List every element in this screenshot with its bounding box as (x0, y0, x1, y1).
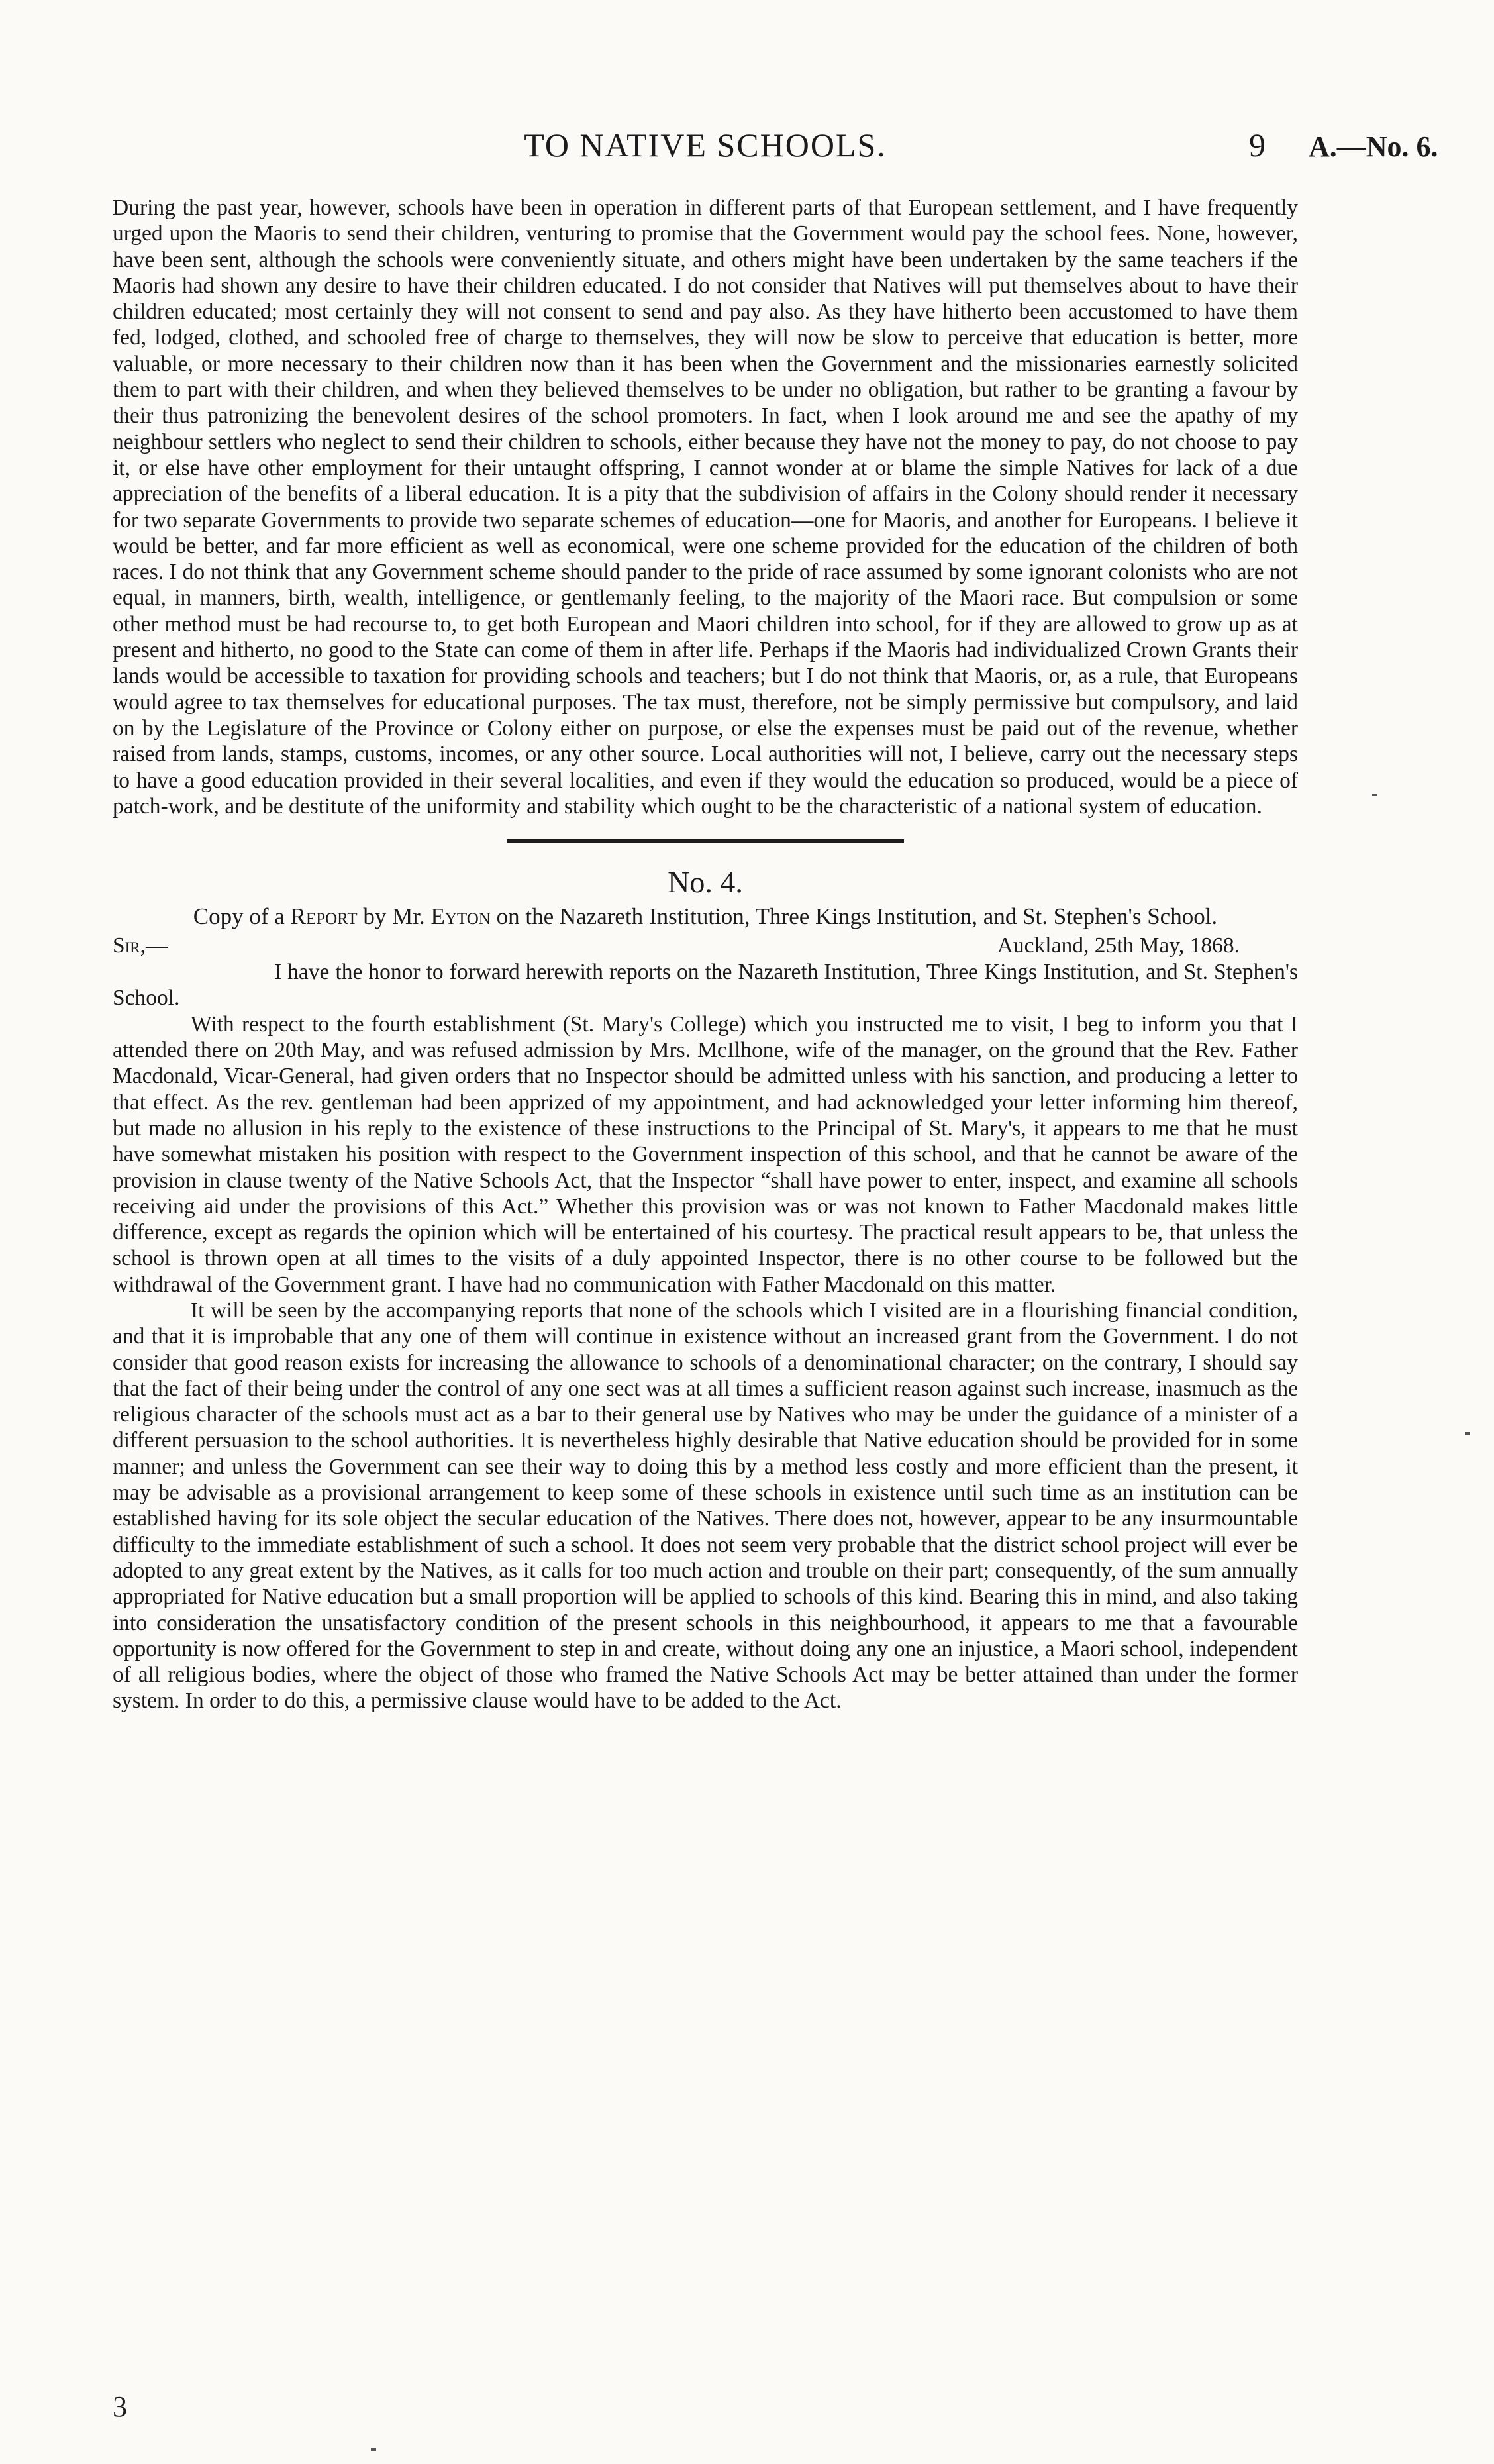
section-number: No. 4. (668, 865, 743, 899)
caption-report: Report (290, 903, 358, 930)
document-reference: A.—No. 6. (1309, 130, 1438, 163)
section-caption (113, 903, 1298, 930)
st-marys-paragraph: With respect to the fourth establishment (St. Mary's College) which you instructed me to visit, I beg to inform you that I attended there on 20th May, and was refused admission by Mrs. McIlhone, wife of the manager, on the ground that the Rev. Father Macdonald, Vicar-General, had given orders that no Inspector should be admitted unless with his sanction, and producing a letter to that effect. As the rev. gentleman had been apprized of my appointment, and had acknowledged your letter informing him thereof, but made no allusion in his reply to the existence of these instructions to the Principal of St. Mary's, it appears to me that he must have somewhat mistaken his position with respect to the Government inspection of this school, and that he cannot be aware of the provision in clause twenty of the Native Schools Act, that the Inspector “shall have power to enter, inspect, and examine all schools receiving aid under the provisions of this Act.” Whether this provision was or was not known to Father Macdonald makes little difference, except as regards the opinion which will be entertained of his courtesy. The practical result appears to be, that unless the school is thrown open at all times to the visits of a duly appointed Inspector, there is no other course to be followed but the withdrawal of the Government grant. I have had no communication with Father Macdonald on this matter. (113, 1011, 1298, 1297)
letter-header (113, 933, 1298, 959)
running-head (113, 126, 1438, 179)
section-divider (507, 839, 904, 843)
caption-by: by Mr. (363, 903, 425, 930)
opening-paragraph: During the past year, however, schools have been in operation in different parts of that European settlement, and I have frequently urged upon the Maoris to send their children, venturing to promise that the Government would pay the school fees. None, however, have been sent, although the schools were conveniently situate, and others might have been undertaken by the same teachers if the Maoris had shown any desire to have their children educated. I do not consider that Natives will put themselves about to have their children educated; most certainly they will not consent to send and pay also. As they have hitherto been accustomed to have them fed, lodged, clothed, and schooled free of charge to themselves, they will now be slow to perceive that education is better, more valuable, or more necessary to their children now than it has been when the Government and the missionaries earnestly solicited them to part with their children, and when they believed themselves to be under no obligation, but rather to be granting a favour by their thus patronizing the benevolent desires of the school promoters. In fact, when I look around me and see the apathy of my neighbour settlers who neglect to send their children to schools, either because they have not the money to pay, do not choose to pay it, or else have other employment for their untaught offspring, I cannot wonder at or blame the simple Natives for lack of a due appreciation of the benefits of a liberal education. It is a pity that the subdivision of affairs in the Colony should render it necessary for two separate Governments to provide two separate schemes of education—one for Maoris, and another for Europeans. I believe it would be better, and far more efficient as well as economical, were one scheme provided for the education of the children of both races. I do not think that any Government scheme should pander to the pride of race assumed by some ignorant colonists who are not equal, in manners, birth, wealth, intelligence, or gentlemanly feeling, to the majority of the Maori race. But compulsion or some other method must be had recourse to, to get both European and Maori children into school, for if they are allowed to grow up as at present and hitherto, no good to the State can come of them in after life. Perhaps if the Maoris had individualized Crown Grants their lands would be accessible to taxation for providing schools and teachers; but I do not think that Maoris, or, as a rule, that Europeans would agree to tax themselves for educational purposes. The tax must, therefore, not be simply permissive but compulsory, and laid on by the Legislature of the Province or Colony either on purpose, or else the expenses must be paid out of the revenue, whether raised from lands, stamps, customs, incomes, or any other source. Local authorities will not, I believe, carry out the necessary steps to have a good education provided in their several localities, and even if they would the education so produced, would be a piece of patch-work, and be destitute of the uniformity and stability which ought to be the characteristic of a national system of education. (113, 195, 1298, 819)
margin-speck (1465, 1432, 1470, 1435)
document-page (113, 126, 1438, 1714)
caption-copy: Copy of a (193, 903, 285, 930)
signature-mark: 3 (113, 2390, 127, 2423)
financial-paragraph: It will be seen by the accompanying reports that none of the schools which I visited are in a flourishing financial condition, and that it is improbable that any one of them will continue in existence without an increased grant from the Government. I do not consider that good reason exists for increasing the allowance to schools of a denominational character; on the contrary, I should say that the fact of their being under the control of any one sect was at all times a sufficient reason against such increase, inasmuch as the religious character of the schools must act as a bar to their general use by Natives who may be under the guidance of a minister of a different persuasion to the school authorities. It is nevertheless highly desirable that Native education should be provided for in some manner; and unless the Government can see their way to doing this by a method less costly and more efficient than the present, it may be advisable as a provisional arrangement to keep some of these schools in existence until such time as an institution can be established having for its sole object the secular education of the Natives. There does not, however, appear to be any insurmountable difficulty to the immediate establishment of such a school. It does not seem very probable that the district school project will ever be adopted to any great extent by the Natives, as it calls for too much action and trouble on their part; consequently, of the sum annually appropriated for Native education but a small proportion will be applied to schools of this kind. Bearing this in mind, and also taking into consideration the unsatisfactory condition of the present schools in this neighbourhood, it appears to me that a favourable opportunity is now offered for the Government to step in and create, without doing any one an injustice, a Maori school, independent of all religious bodies, where the object of those who framed the Native Schools Act may be better attained than under the former system. In order to do this, a permissive clause would have to be added to the Act. (113, 1298, 1298, 1714)
caption-rest: on the Nazareth Institution, Three Kings Institution, and St. Stephen's School. (496, 903, 1218, 930)
margin-speck (1372, 794, 1377, 796)
caption-author: Eyton (430, 903, 491, 930)
report-intro-paragraph: I have the honor to forward herewith reports on the Nazareth Institution, Three Kings Institution, and St. Stephen's School. (113, 960, 1298, 1011)
letter-date: Auckland, 25th May, 1868. (997, 933, 1240, 958)
page-number: 9 (1249, 127, 1266, 164)
running-head-title: TO NATIVE SCHOOLS. (524, 127, 887, 164)
salutation: Sir,— (113, 933, 168, 958)
margin-speck (371, 2448, 376, 2451)
